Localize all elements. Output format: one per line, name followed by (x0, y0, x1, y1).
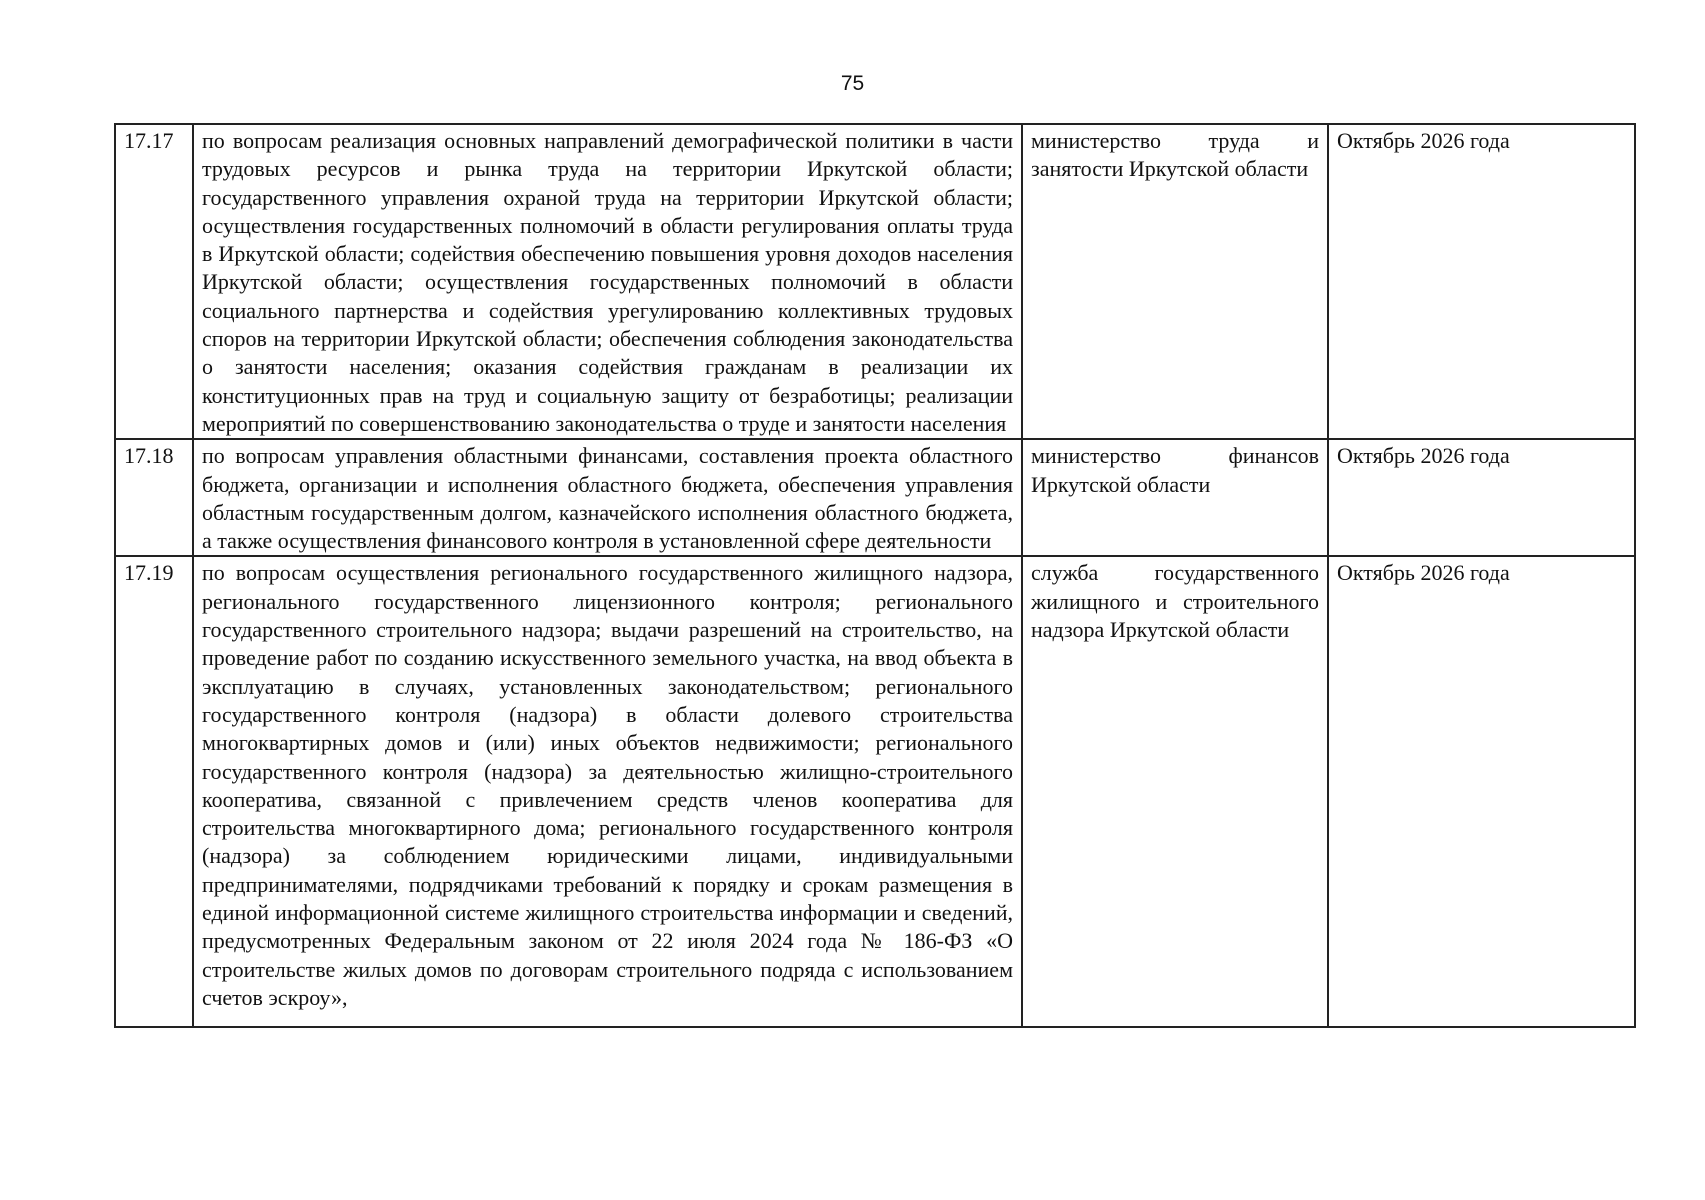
table-row (115, 556, 1635, 1027)
table-row (115, 124, 1635, 439)
row-description: по вопросам управления областными финансами, составления проекта областного бюджета, организации и исполнения областного бюджета, обеспечения управления областным государственным долгом, казначейского исполнения областного бюджета, а также осуществления финансового контроля в установленной сфере деятельности (193, 439, 1022, 556)
row-number: 17.19 (115, 556, 193, 1027)
row-deadline: Октябрь 2026 года (1328, 124, 1635, 439)
row-description: по вопросам осуществления регионального государственного жилищного надзора, регионального государственного лицензионного контроля; регионального государственного строительного надзора; выдачи разрешений на строительство, на проведение работ по созданию искусственного земельного участка, на ввод объекта в эксплуатацию в случаях, установленных законодательством; регионального государственного контроля (надзора) в области долевого строительства многоквартирных домов и (или) иных объектов недвижимости; регионального государственного контроля (надзора) за деятельностью жилищно-строительного кооператива, связанной с привлечением средств членов кооператива для строительства многоквартирного дома; регионального государственного контроля (надзора) за соблюдением юридическими лицами, индивидуальными предпринимателями, подрядчиками требований к порядку и срокам размещения в единой информационной системе жилищного строительства информации и сведений, предусмотренных Федеральным законом от 22 июля 2024 года № 186-ФЗ «О строительстве жилых домов по договорам строительного подряда с использованием счетов эскроу», (193, 556, 1022, 1027)
row-responsible-org: служба государственного жилищного и строительного надзора Иркутской области (1022, 556, 1328, 1027)
measures-table (114, 123, 1636, 1028)
row-description: по вопросам реализация основных направлений демографической политики в части трудовых ресурсов и рынка труда на территории Иркутской области; государственного управления охраной труда на территории Иркутской области; осуществления государственных полномочий в области регулирования оплаты труда в Иркутской области; содействия обеспечению повышения уровня доходов населения Иркутской области; осуществления государственных полномочий в области социального партнерства и содействия урегулированию коллективных трудовых споров на территории Иркутской области; обеспечения соблюдения законодательства о занятости населения; оказания содействия гражданам в реализации их конституционных прав на труд и социальную защиту от безработицы; реализации мероприятий по совершенствованию законодательства о труде и занятости населения (193, 124, 1022, 439)
table-row (115, 439, 1635, 556)
row-number: 17.18 (115, 439, 193, 556)
row-responsible-org: министерство труда и занятости Иркутской области (1022, 124, 1328, 439)
row-responsible-org: министерство финансов Иркутской области (1022, 439, 1328, 556)
page-number: 75 (840, 72, 865, 95)
row-deadline: Октябрь 2026 года (1328, 439, 1635, 556)
row-deadline: Октябрь 2026 года (1328, 556, 1635, 1027)
row-number: 17.17 (115, 124, 193, 439)
